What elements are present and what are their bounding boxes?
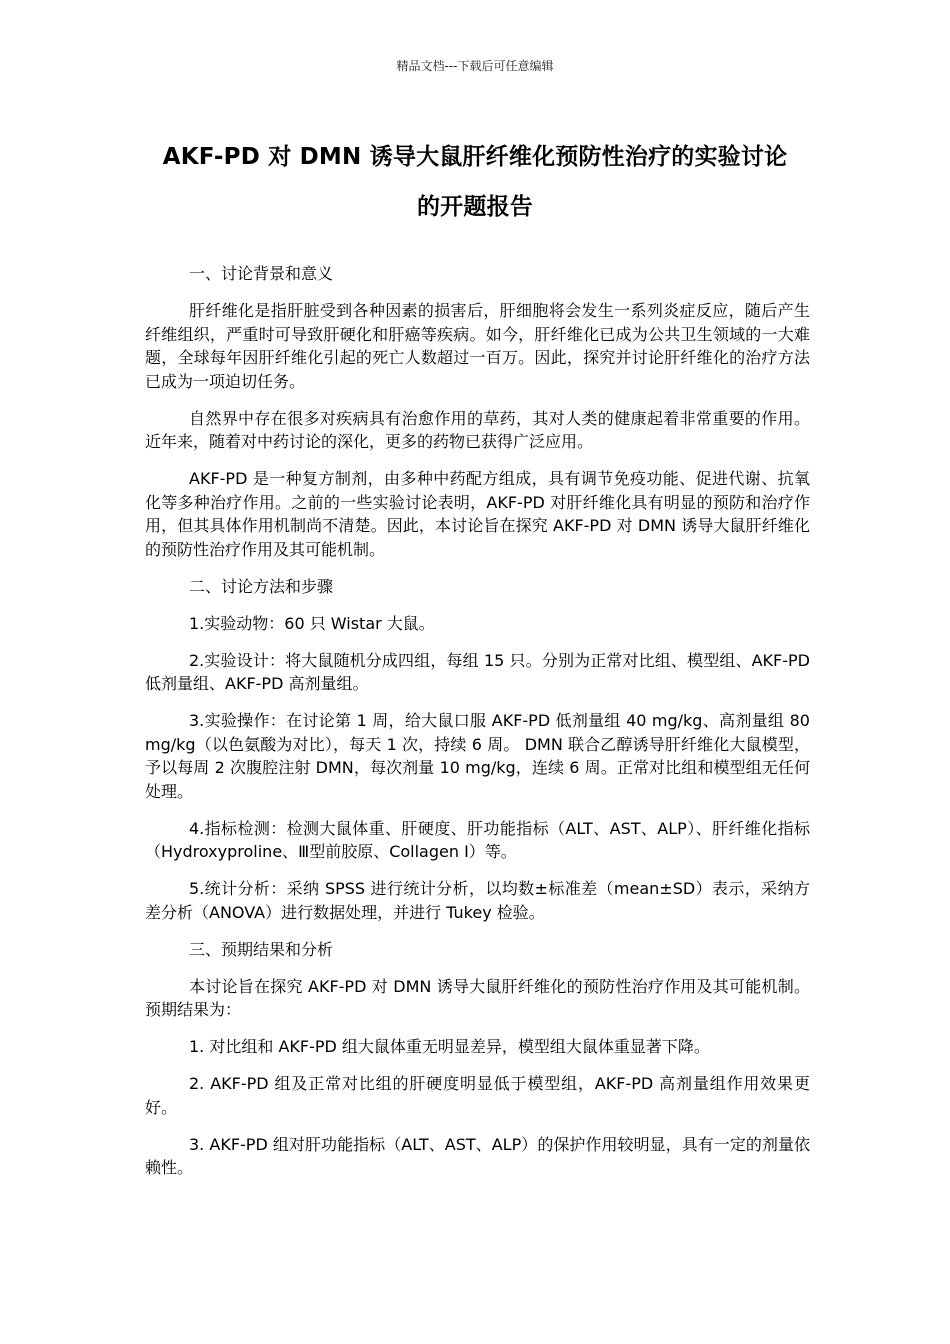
- section-heading-results: 三、预期结果和分析: [189, 939, 334, 959]
- result-item-2: 2. AKF-PD 组及正常对比组的肝硬度明显低于模型组，AKF-PD 高剂量组作用效果更好。: [145, 1074, 810, 1117]
- method-item-statistics: 5.统计分析：采纳 SPSS 进行统计分析，以均数±标准差（mean±SD）表示，采纳方差分析（ANOVA）进行数据处理，并进行 Tukey 检验。: [145, 879, 810, 922]
- method-item-animals: 1.实验动物：60 只 Wistar 大鼠。: [189, 613, 435, 633]
- result-item-3: 3. AKF-PD 组对肝功能指标（ALT、AST、ALP）的保护作用较明显，具有一定的剂量依赖性。: [145, 1134, 810, 1177]
- title-line-1: AKF-PD 对 DMN 诱导大鼠肝纤维化预防性治疗的实验讨论: [162, 144, 788, 170]
- method-item-indicators: 4.指标检测：检测大鼠体重、肝硬度、肝功能指标（ALT、AST、ALP）、肝纤维化指标（Hydroxyproline、Ⅲ型前胶原、Collagen I）等。: [145, 818, 810, 861]
- result-item-1: 1. 对比组和 AKF-PD 组大鼠体重无明显差异，模型组大鼠体重显著下降。: [189, 1037, 710, 1056]
- title-line-2: 的开题报告: [417, 194, 533, 220]
- paragraph-results-intro: 本讨论旨在探究 AKF-PD 对 DMN 诱导大鼠肝纤维化的预防性治疗作用及其可能机制。预期结果为：: [145, 976, 810, 1019]
- section-heading-background: 一、讨论背景和意义: [189, 264, 334, 283]
- paragraph-background-1: 肝纤维化是指肝脏受到各种因素的损害后，肝细胞将会发生一系列炎症反应，随后产生纤维组织，严重时可导致肝硬化和肝癌等疾病。如今，肝纤维化已成为公共卫生领域的一大难题，全球每年因肝纤维化引起的死亡人数超过一百万。因此，探究并讨论肝纤维化的治疗方法已成为一项迫切任务。: [145, 301, 810, 391]
- document-body: [145, 262, 810, 1193]
- header-note: 精品文档---下载后可任意编辑: [396, 59, 554, 73]
- section-heading-methods: 二、讨论方法和步骤: [189, 576, 334, 596]
- paragraph-background-2: 自然界中存在很多对疾病具有治愈作用的草药，其对人类的健康起着非常重要的作用。近年来，随着对中药讨论的深化，更多的药物已获得广泛应用。: [145, 408, 810, 451]
- method-item-design: 2.实验设计：将大鼠随机分成四组，每组 15 只。分别为正常对比组、模型组、AKF-PD 低剂量组、AKF-PD 高剂量组。: [145, 650, 810, 693]
- document-title: [120, 132, 830, 232]
- paragraph-background-3: AKF-PD 是一种复方制剂，由多种中药配方组成，具有调节免疫功能、促进代谢、抗氧化等多种治疗作用。之前的一些实验讨论表明，AKF-PD 对肝纤维化具有明显的预防和治疗作用，但其具体作用机制尚不清楚。因此，本讨论旨在探究 AKF-PD 对 DMN 诱导大鼠肝纤维化的预防性治疗作用及其可能机制。: [145, 469, 810, 559]
- method-item-operation: 3.实验操作：在讨论第 1 周，给大鼠口服 AKF-PD 低剂量组 40 mg/kg、高剂量组 80 mg/kg（以色氨酸为对比），每天 1 次，持续 6 周。 DMN 联合乙醇诱导肝纤维化大鼠模型，予以每周 2 次腹腔注射 DMN，每次剂量 10 mg/kg，连续 6 周。正常对比组和模型组无任何处理。: [145, 711, 810, 801]
